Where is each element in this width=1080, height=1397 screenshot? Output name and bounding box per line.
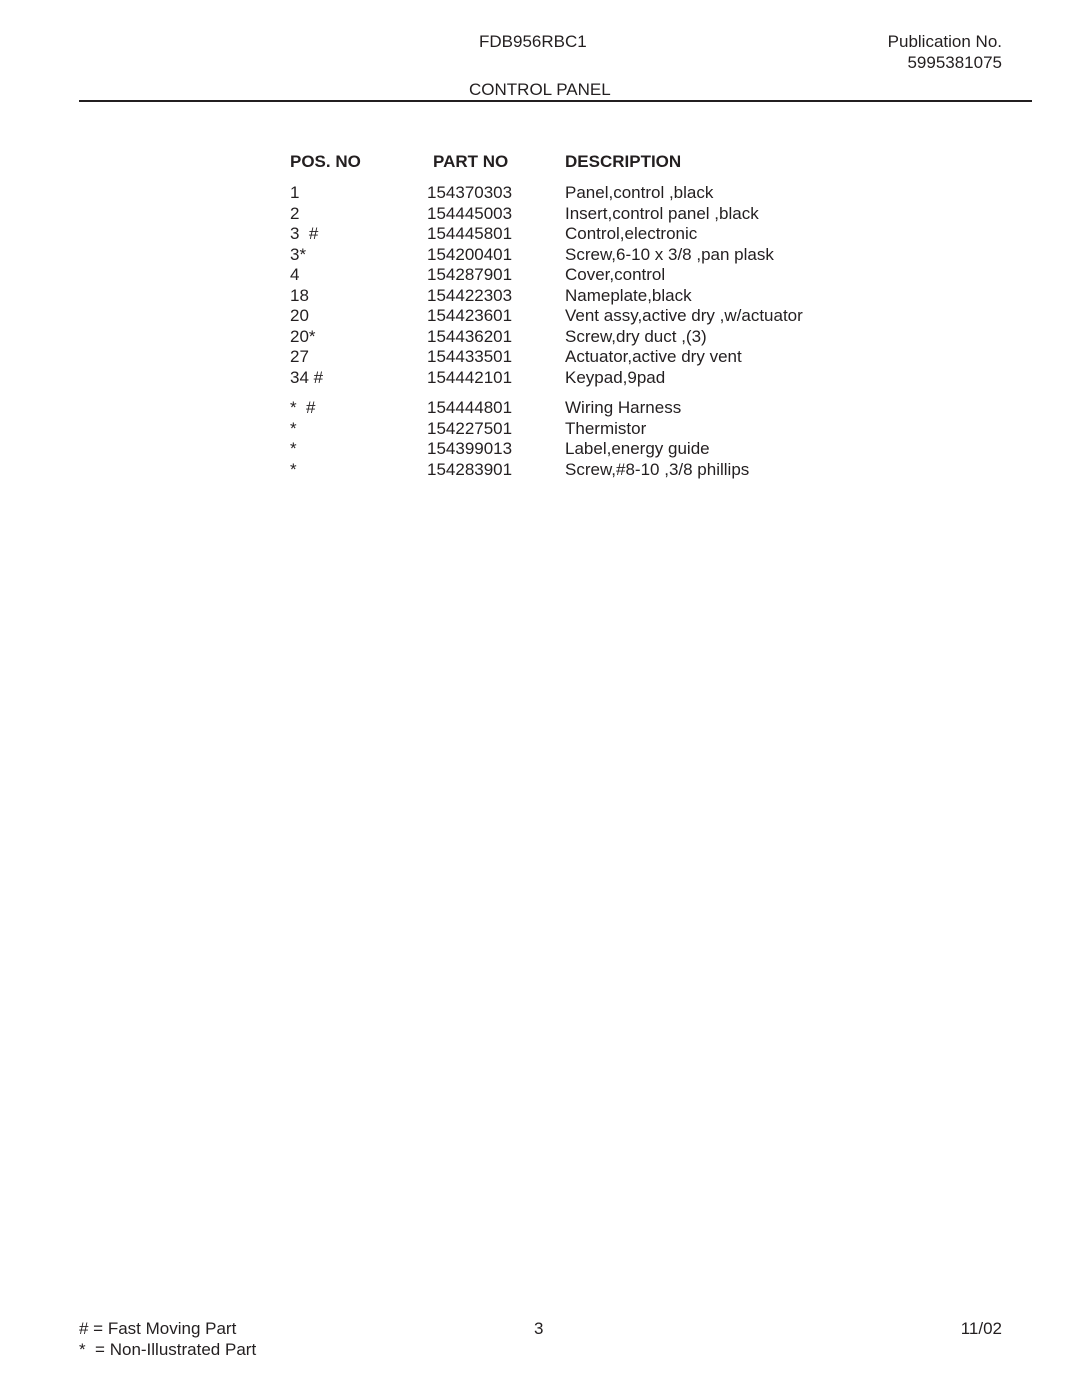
pos-cell: 27	[290, 347, 309, 366]
description-cell: Keypad,9pad	[565, 367, 666, 387]
description-cell: Screw,#8-10 ,3/8 phillips	[565, 459, 750, 479]
part-number-cell: 154445003	[427, 203, 513, 223]
pos-cell: *	[290, 439, 297, 458]
part-number-cell: 154436201	[427, 326, 513, 346]
pos-cell: 4	[290, 265, 300, 284]
pos-cell: *	[290, 459, 297, 479]
publication-label: Publication No.	[887, 32, 1002, 51]
legend-non-illustrated-part: * = Non-Illustrated Part	[79, 1340, 257, 1359]
part-number-cell: 154444801	[427, 398, 513, 417]
description-cell: Panel,control ,black	[565, 183, 714, 202]
pos-cell: 20*	[290, 326, 316, 346]
part-number-cell: 154422303	[427, 285, 513, 305]
part-number-cell: 154370303	[427, 183, 513, 202]
revision-date: 11/02	[960, 1319, 1002, 1338]
table-row	[0, 419, 1080, 440]
column-header-part-no: PART NO	[433, 152, 509, 171]
part-number-cell: 154283901	[427, 459, 513, 479]
column-header-description: DESCRIPTION	[565, 152, 682, 171]
legend-fast-moving-part: # = Fast Moving Part	[79, 1319, 237, 1338]
description-cell: Screw,dry duct ,(3)	[565, 326, 707, 346]
pos-cell: 3 #	[290, 224, 319, 243]
part-number-cell: 154423601	[427, 306, 513, 325]
description-cell: Label,energy guide	[565, 439, 710, 458]
part-number-cell: 154442101	[427, 367, 513, 387]
table-row	[0, 183, 1080, 204]
part-number-cell: 154399013	[427, 439, 513, 458]
table-row	[0, 460, 1080, 481]
description-cell: Actuator,active dry vent	[565, 347, 742, 366]
column-header-pos-no: POS. NO	[290, 152, 361, 171]
table-row	[0, 347, 1080, 368]
part-number-cell: 154287901	[427, 265, 513, 284]
table-row	[0, 265, 1080, 286]
table-row	[0, 398, 1080, 419]
parts-table	[0, 183, 1080, 480]
description-cell: Nameplate,black	[565, 285, 692, 305]
description-cell: Wiring Harness	[565, 398, 682, 417]
publication-number: 5995381075	[907, 53, 1002, 72]
description-cell: Control,electronic	[565, 224, 698, 243]
table-row	[0, 204, 1080, 225]
pos-cell: 2	[290, 203, 300, 223]
pos-cell: 34 #	[290, 367, 324, 387]
model-number: FDB956RBC1	[479, 32, 587, 51]
table-row	[0, 306, 1080, 327]
page-number: 3	[534, 1319, 544, 1338]
description-cell: Thermistor	[565, 418, 647, 438]
part-number-cell: 154445801	[427, 224, 513, 243]
section-title: CONTROL PANEL	[469, 80, 611, 99]
pos-cell: *	[290, 418, 297, 438]
pos-cell: 1	[290, 183, 300, 202]
pos-cell: * #	[290, 398, 316, 417]
table-row	[0, 245, 1080, 266]
table-row	[0, 327, 1080, 348]
pos-cell: 3*	[290, 244, 307, 264]
part-number-cell: 154227501	[427, 418, 513, 438]
table-row	[0, 224, 1080, 245]
description-cell: Insert,control panel ,black	[565, 203, 759, 223]
part-number-cell: 154433501	[427, 347, 513, 366]
description-cell: Cover,control	[565, 265, 666, 284]
pos-cell: 20	[290, 306, 309, 325]
header-divider	[79, 100, 1032, 102]
table-row	[0, 286, 1080, 307]
description-cell: Screw,6-10 x 3/8 ,pan plask	[565, 244, 774, 264]
table-row	[0, 368, 1080, 389]
table-row	[0, 439, 1080, 460]
part-number-cell: 154200401	[427, 244, 513, 264]
pos-cell: 18	[290, 285, 309, 305]
description-cell: Vent assy,active dry ,w/actuator	[565, 306, 803, 325]
